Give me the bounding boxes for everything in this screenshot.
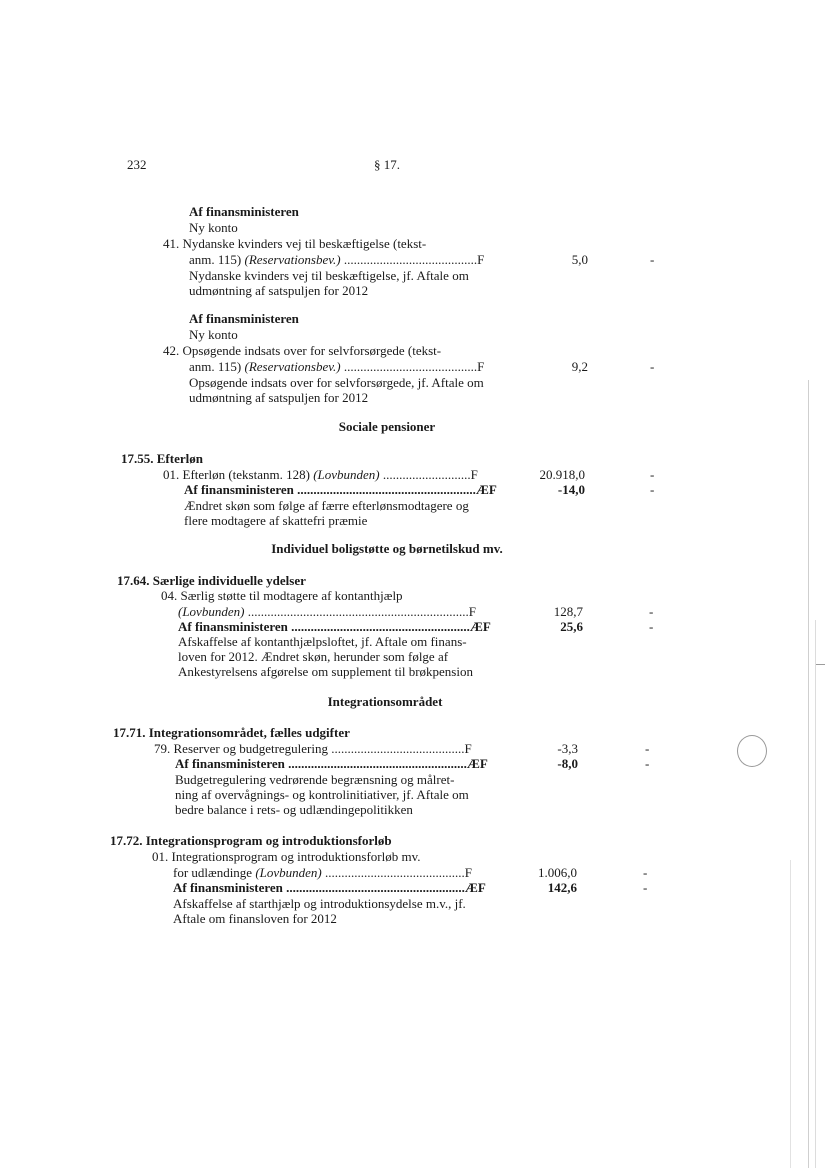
description: Afskaffelse af starthjælp og introduktionsydelse m.v., jf. bbox=[173, 896, 466, 911]
dash: - bbox=[650, 252, 655, 267]
description: ning af overvågnings- og kontrolinitiativer, jf. Aftale om bbox=[175, 787, 469, 802]
description: Ændret skøn som følge af færre efterlønsmodtagere og bbox=[184, 498, 469, 513]
amount: -8,0 bbox=[557, 756, 578, 771]
dash: - bbox=[650, 467, 655, 482]
scan-edge-mark bbox=[816, 664, 825, 665]
description: loven for 2012. Ændret skøn, herunder som følge af bbox=[178, 649, 449, 664]
amount: -3,3 bbox=[557, 741, 578, 756]
amount: 20.918,0 bbox=[539, 467, 585, 482]
dash: - bbox=[650, 359, 655, 374]
account-title: 17.71. Integrationsområdet, fælles udgifter bbox=[113, 725, 350, 740]
entry-line: 41. Nydanske kvinders vej til beskæftigelse (tekst- bbox=[163, 236, 427, 251]
subheading: Af finansministeren bbox=[189, 204, 299, 219]
description: bedre balance i rets- og udlændingepolitikken bbox=[175, 802, 413, 817]
amount: 25,6 bbox=[560, 619, 583, 634]
page-number: 232 bbox=[127, 157, 147, 172]
entry-line: 01. Integrationsprogram og introduktionsforløb mv. bbox=[152, 849, 421, 864]
account-title: 17.64. Særlige individuelle ydelser bbox=[117, 573, 306, 588]
dash: - bbox=[643, 865, 648, 880]
new-account-label: Ny konto bbox=[189, 220, 238, 235]
amount: 1.006,0 bbox=[538, 865, 577, 880]
amount: 5,0 bbox=[571, 252, 588, 267]
description: Nydanske kvinders vej til beskæftigelse, jf. Aftale om bbox=[189, 268, 469, 283]
entry-line: 42. Opsøgende indsats over for selvforsørgede (tekst- bbox=[163, 343, 442, 358]
description: Ankestyrelsens afgørelse om supplement til brøkpension bbox=[178, 664, 473, 679]
subheading: Af finansministeren bbox=[189, 311, 299, 326]
description: udmøntning af satspuljen for 2012 bbox=[189, 390, 369, 405]
section-title: Integrationsområdet bbox=[327, 694, 443, 709]
entry-line: 79. Reserver og budgetregulering .........................................F bbox=[154, 741, 472, 756]
amount: 9,2 bbox=[571, 359, 588, 374]
dash: - bbox=[645, 756, 650, 771]
description: flere modtagere af skattefri præmie bbox=[184, 513, 368, 528]
dash: - bbox=[650, 482, 655, 497]
dash: - bbox=[643, 880, 648, 895]
new-account-label: Ny konto bbox=[189, 327, 238, 342]
entry-line: 04. Særlig støtte til modtagere af kontanthjælp bbox=[161, 588, 403, 603]
section-title: Individuel boligstøtte og børnetilskud mv. bbox=[271, 541, 503, 556]
account-title: 17.55. Efterløn bbox=[121, 451, 203, 466]
subheading-line: Af finansministeren .......................................................ÆF bbox=[175, 756, 488, 771]
subheading-line: Af finansministeren .......................................................ÆF bbox=[173, 880, 486, 895]
amount: 142,6 bbox=[547, 880, 577, 895]
subheading-line: Af finansministeren .......................................................ÆF bbox=[184, 482, 497, 497]
account-title: 17.72. Integrationsprogram og introduktionsforløb bbox=[110, 833, 392, 848]
amount: -14,0 bbox=[557, 482, 585, 497]
dash: - bbox=[645, 741, 650, 756]
section-title: Sociale pensioner bbox=[338, 419, 436, 434]
description: Afskaffelse af kontanthjælpsloftet, jf. Aftale om finans- bbox=[178, 634, 467, 649]
section-header: § 17. bbox=[374, 157, 400, 172]
entry-line: anm. 115) (Reservationsbev.) .........................................F bbox=[189, 252, 485, 267]
description: Budgetregulering vedrørende begrænsning og målret- bbox=[175, 772, 455, 787]
amount: 128,7 bbox=[553, 604, 583, 619]
dash: - bbox=[649, 604, 654, 619]
subheading-line: Af finansministeren .......................................................ÆF bbox=[178, 619, 491, 634]
scan-edge-line bbox=[815, 620, 816, 1168]
dash: - bbox=[649, 619, 654, 634]
entry-line: anm. 115) (Reservationsbev.) .........................................F bbox=[189, 359, 485, 374]
description: Aftale om finansloven for 2012 bbox=[173, 911, 337, 926]
entry-line: for udlændinge (Lovbunden) ...........................................F bbox=[173, 865, 472, 880]
entry-line: 01. Efterløn (tekstanm. 128) (Lovbunden) ...........................F bbox=[163, 467, 478, 482]
scan-edge-line bbox=[808, 380, 809, 1168]
description: udmøntning af satspuljen for 2012 bbox=[189, 283, 369, 298]
scan-edge-line bbox=[790, 860, 791, 1168]
hole-punch-mark bbox=[737, 735, 767, 767]
entry-line: (Lovbunden) ....................................................................F bbox=[178, 604, 476, 619]
description: Opsøgende indsats over for selvforsørgede, jf. Aftale om bbox=[189, 375, 484, 390]
